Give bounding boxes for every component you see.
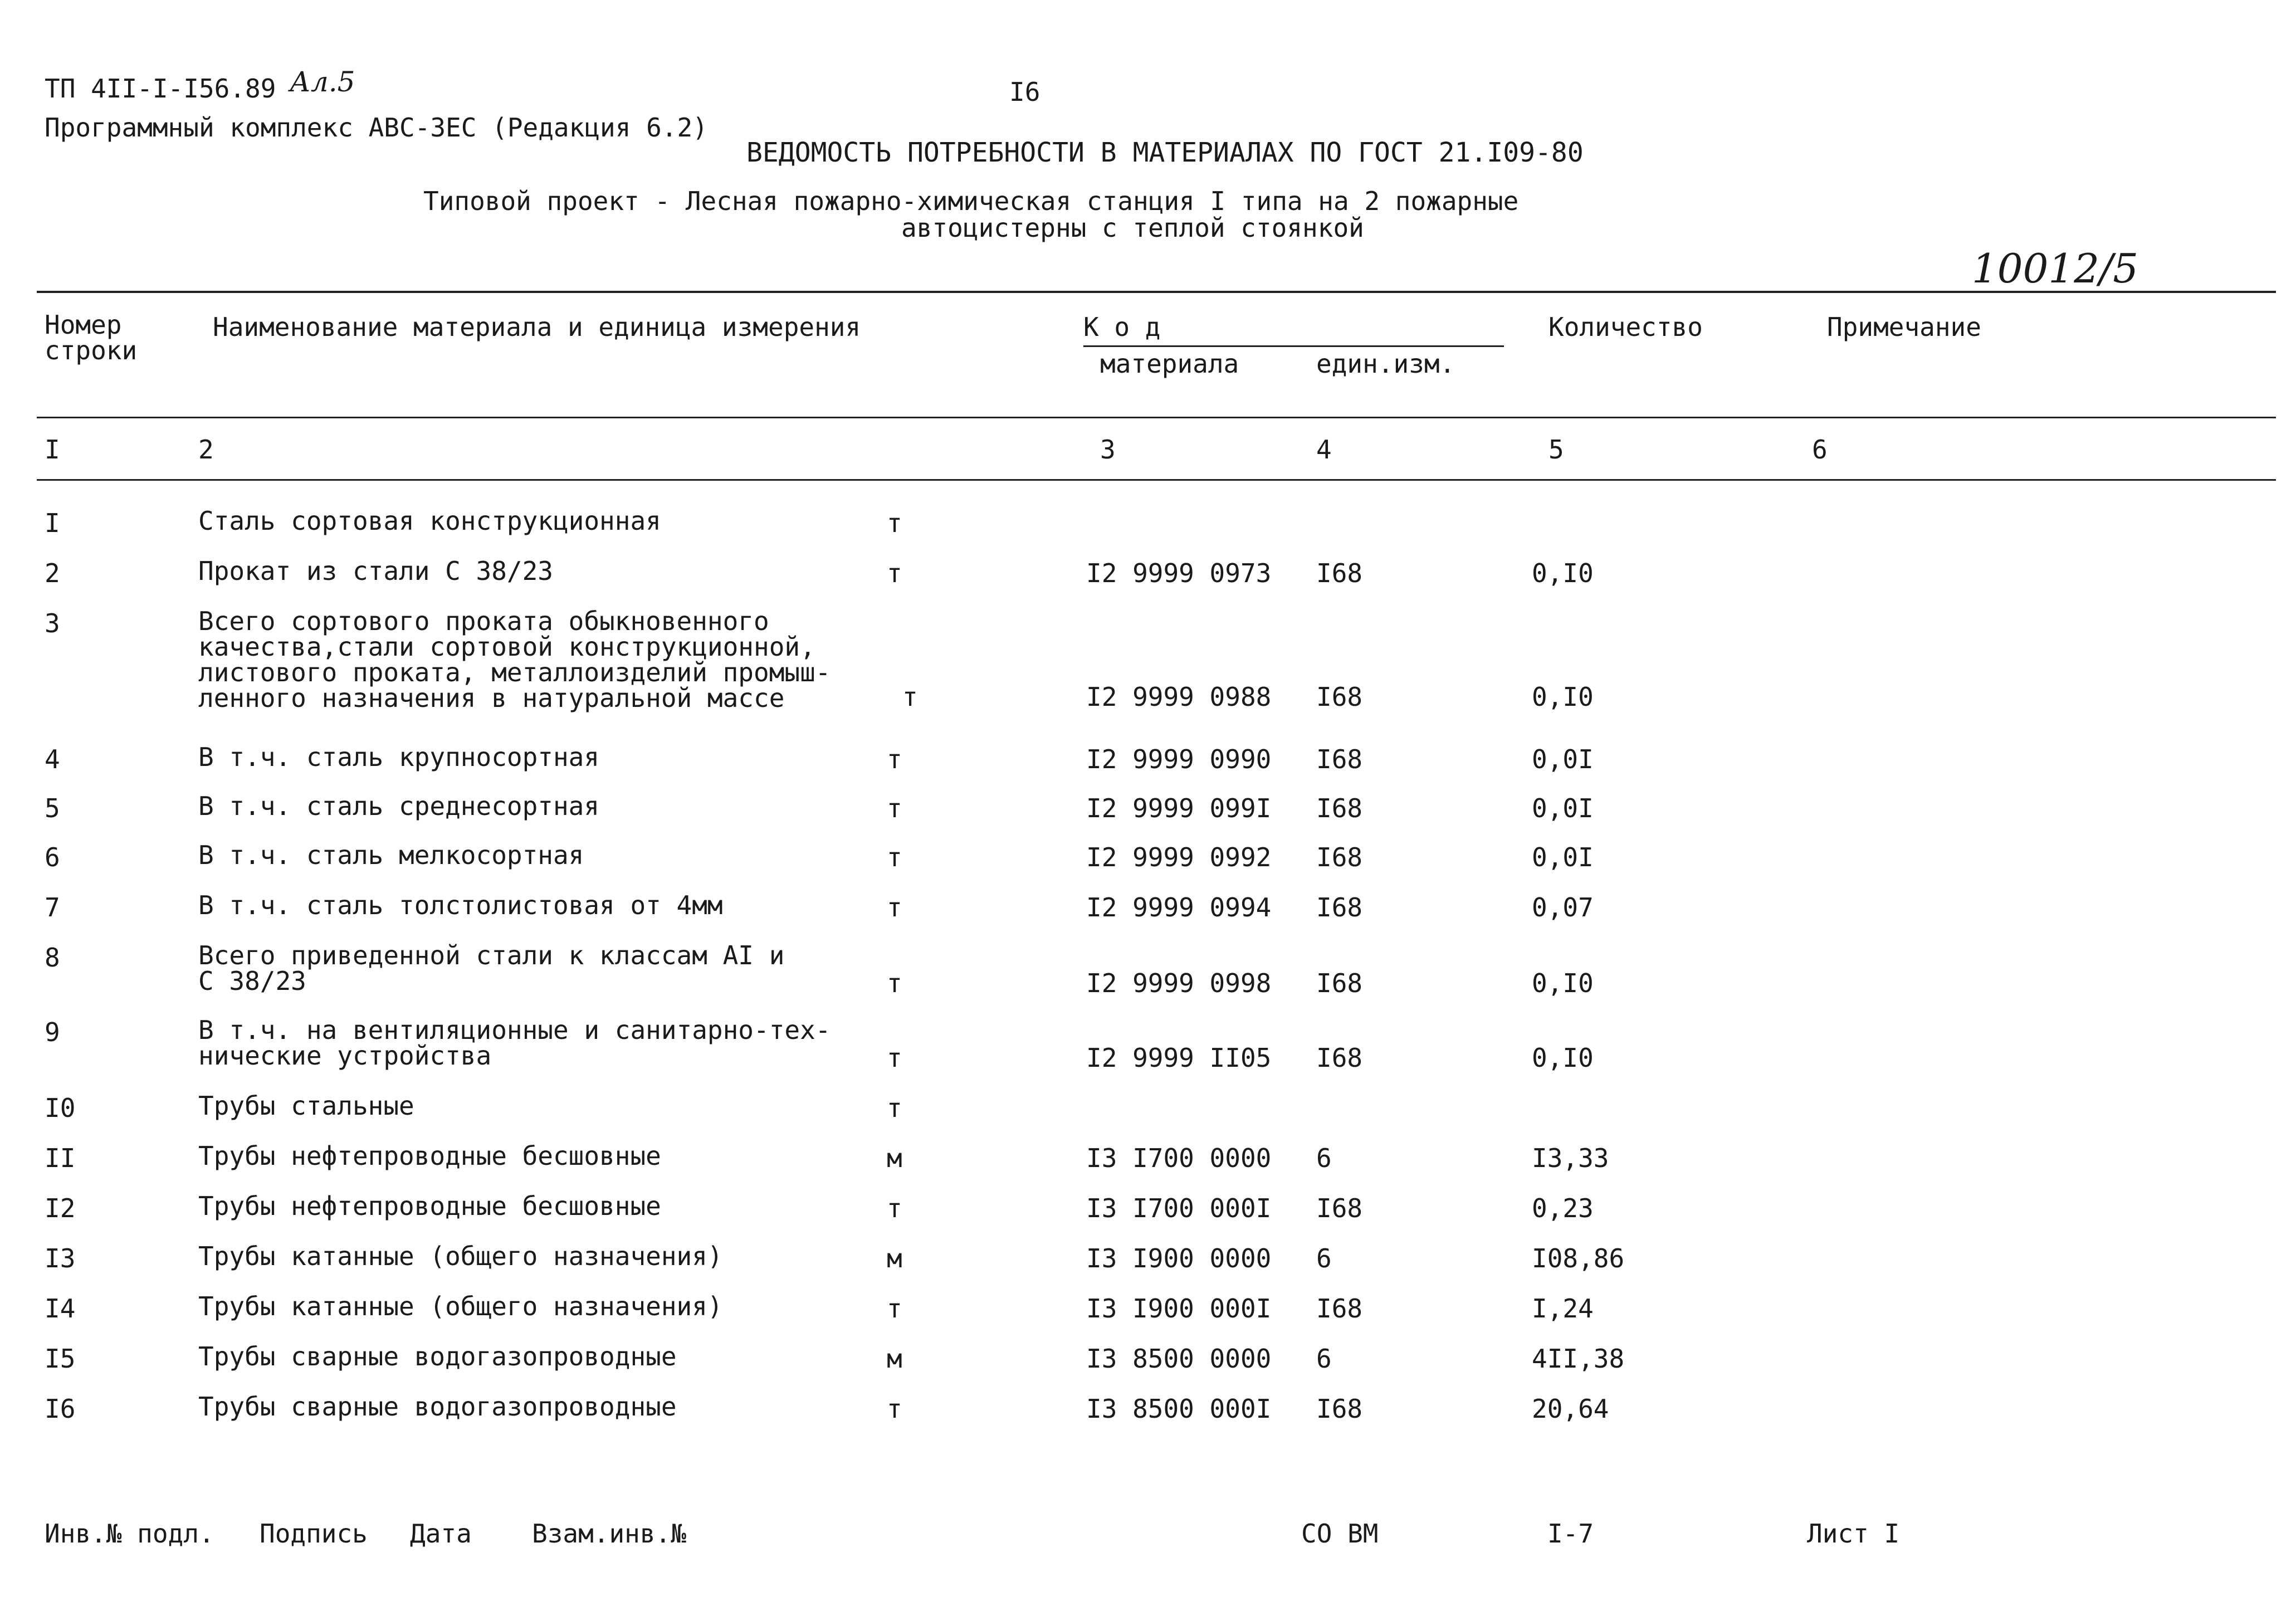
material-name: Трубы сварные водогазопроводные [198,1392,677,1422]
column-header-material-code: материала [1100,349,1239,379]
program-name: Программный комплекс АВС-ЗЕС (Редакция 6.2) [45,113,708,143]
material-code: I2 9999 II05 [1086,1043,1272,1073]
unit-code: I68 [1316,892,1363,922]
handwritten-number: 10012/5 [1972,245,2139,292]
column-number-6: 6 [1812,435,1828,465]
unit: т [887,793,902,823]
row-number: 7 [45,892,60,922]
material-name: В т.ч. сталь мелкосортная [198,840,584,870]
column-header-material-name: Наименование материала и единица измерения [213,312,861,342]
footer-inventory-number: Инв.№ подл. [45,1519,214,1549]
unit: т [887,744,902,774]
table-row [0,508,2296,541]
row-number: I6 [45,1394,76,1424]
unit-code: 6 [1316,1243,1332,1273]
project-description-line1: Типовой проект - Лесная пожарно-химическая станция I типа на 2 пожарные [423,186,1519,216]
unit: т [887,508,902,538]
row-number: I0 [45,1093,76,1123]
material-code: I3 I700 000I [1086,1193,1272,1223]
table-row [0,940,2296,1004]
unit-code: I68 [1316,842,1363,872]
material-name: Трубы сварные водогазопроводные [198,1341,677,1371]
unit: т [887,558,902,588]
unit-code: I68 [1316,682,1363,712]
quantity: I,24 [1532,1293,1594,1324]
row-number: 3 [45,608,60,638]
table-row [0,608,2296,720]
row-number: 9 [45,1017,60,1047]
quantity: 0,0I [1532,793,1594,823]
project-description-line2: автоцистерны с теплой стоянкой [901,213,1364,243]
unit: т [887,968,902,998]
page-number: I6 [1009,77,1040,107]
document-title: ВЕДОМОСТЬ ПОТРЕБНОСТИ В МАТЕРИАЛАХ ПО ГОСТ 21.I09-80 [746,137,1584,168]
material-code: I2 9999 099I [1086,793,1272,823]
footer-sheet-code: I-7 [1547,1519,1594,1549]
column-header-code: К о д [1083,312,1161,342]
document-code: ТП 4II-I-I56.89 [45,74,276,104]
row-number: I [45,508,60,538]
unit-code: I68 [1316,1293,1363,1324]
unit-code: I68 [1316,744,1363,774]
unit: м [887,1344,902,1374]
unit: т [887,1293,902,1324]
quantity: 0,I0 [1532,558,1594,588]
table-row [0,1341,2296,1377]
unit-code: I68 [1316,968,1363,998]
unit: м [887,1243,902,1273]
quantity: 4II,38 [1532,1344,1625,1374]
quantity: I08,86 [1532,1243,1625,1273]
material-code: I2 9999 0973 [1086,558,1272,588]
table-row [0,1193,2296,1227]
quantity: 0,0I [1532,744,1594,774]
material-code: I3 I700 0000 [1086,1143,1272,1173]
material-name: Трубы катанные (общего назначения) [198,1241,723,1271]
material-name: Трубы катанные (общего назначения) [198,1291,723,1321]
material-code: I3 8500 000I [1086,1394,1272,1424]
footer-date: Дата [410,1519,472,1549]
footer-sheet: Лист I [1807,1519,1900,1549]
column-number-1: I [45,435,60,465]
material-name: Всего сортового проката обыкновенного качества,стали сортовой конструкционной, листового проката, металлоизделий промыш- ленного назначения в натуральной массе [198,606,831,713]
unit-code: 6 [1316,1143,1332,1173]
header-bottom-rule [37,417,2276,418]
material-name: Прокат из стали С 38/23 [198,556,553,586]
material-name: Трубы нефтепроводные бесшовные [198,1141,661,1171]
material-code: I2 9999 0994 [1086,892,1272,922]
material-code: I3 8500 0000 [1086,1344,1272,1374]
handwritten-album-note: Ал.5 [290,66,355,98]
row-number: 8 [45,943,60,973]
row-number: II [45,1143,76,1173]
code-group-rule [1083,345,1504,347]
unit: т [887,1394,902,1424]
unit-code: I68 [1316,1043,1363,1073]
unit-code: I68 [1316,1193,1363,1223]
footer-replaced-inventory: Взам.инв.№ [532,1519,686,1549]
unit: т [887,1043,902,1073]
row-number: I4 [45,1293,76,1324]
material-name: Трубы стальные [198,1091,414,1121]
quantity: 0,I0 [1532,968,1594,998]
unit-code: I68 [1316,558,1363,588]
unit-code: 6 [1316,1344,1332,1374]
quantity: 0,0I [1532,842,1594,872]
material-name: Трубы нефтепроводные бесшовные [198,1191,661,1221]
table-row [0,793,2296,827]
row-number: 5 [45,793,60,823]
table-row [0,744,2296,778]
column-header-note: Примечание [1827,312,1981,342]
table-row [0,892,2296,926]
material-name: В т.ч. сталь среднесортная [198,791,600,821]
unit: т [902,682,918,712]
row-number: I2 [45,1193,76,1223]
unit-code: I68 [1316,1394,1363,1424]
table-row [0,842,2296,876]
material-name: В т.ч. сталь крупносортная [198,742,600,772]
column-number-4: 4 [1316,435,1332,465]
material-name: В т.ч. сталь толстолистовая от 4мм [198,890,723,920]
material-code: I3 I900 0000 [1086,1243,1272,1273]
unit: т [887,892,902,922]
unit: м [887,1143,902,1173]
column-header-unit-code: един.изм. [1316,349,1455,379]
unit: т [887,842,902,872]
row-number: I5 [45,1344,76,1374]
column-number-2: 2 [198,435,214,465]
quantity: 0,I0 [1532,1043,1594,1073]
table-row [0,1093,2296,1126]
table-top-rule [37,291,2276,293]
quantity: I3,33 [1532,1143,1609,1173]
material-code: I2 9999 0990 [1086,744,1272,774]
footer-code: СО ВМ [1301,1519,1379,1549]
quantity: 0,07 [1532,892,1594,922]
row-number: 2 [45,558,60,588]
column-number-3: 3 [1100,435,1116,465]
column-header-row-number: Номер строки [45,310,138,365]
material-name: Сталь сортовая конструкционная [198,506,661,536]
table-row [0,558,2296,592]
material-name: В т.ч. на вентиляционные и санитарно-тех- нические устройства [198,1015,831,1071]
table-row [0,1017,2296,1078]
row-number: 4 [45,744,60,774]
row-number: 6 [45,842,60,872]
unit: т [887,1193,902,1223]
unit-code: I68 [1316,793,1363,823]
column-header-quantity: Количество [1548,312,1703,342]
unit: т [887,1093,902,1123]
quantity: 0,23 [1532,1193,1594,1223]
numbers-bottom-rule [37,479,2276,481]
table-row [0,1394,2296,1427]
material-code: I2 9999 0988 [1086,682,1272,712]
table-row [0,1293,2296,1327]
material-name: Всего приведенной стали к классам АI и С 38/23 [198,940,785,996]
material-code: I3 I900 000I [1086,1293,1272,1324]
quantity: 0,I0 [1532,682,1594,712]
material-code: I2 9999 0992 [1086,842,1272,872]
quantity: 20,64 [1532,1394,1609,1424]
material-code: I2 9999 0998 [1086,968,1272,998]
row-number: I3 [45,1243,76,1273]
footer-signature: Подпись [260,1519,368,1549]
table-row [0,1243,2296,1277]
table-row [0,1143,2296,1177]
column-number-5: 5 [1548,435,1564,465]
